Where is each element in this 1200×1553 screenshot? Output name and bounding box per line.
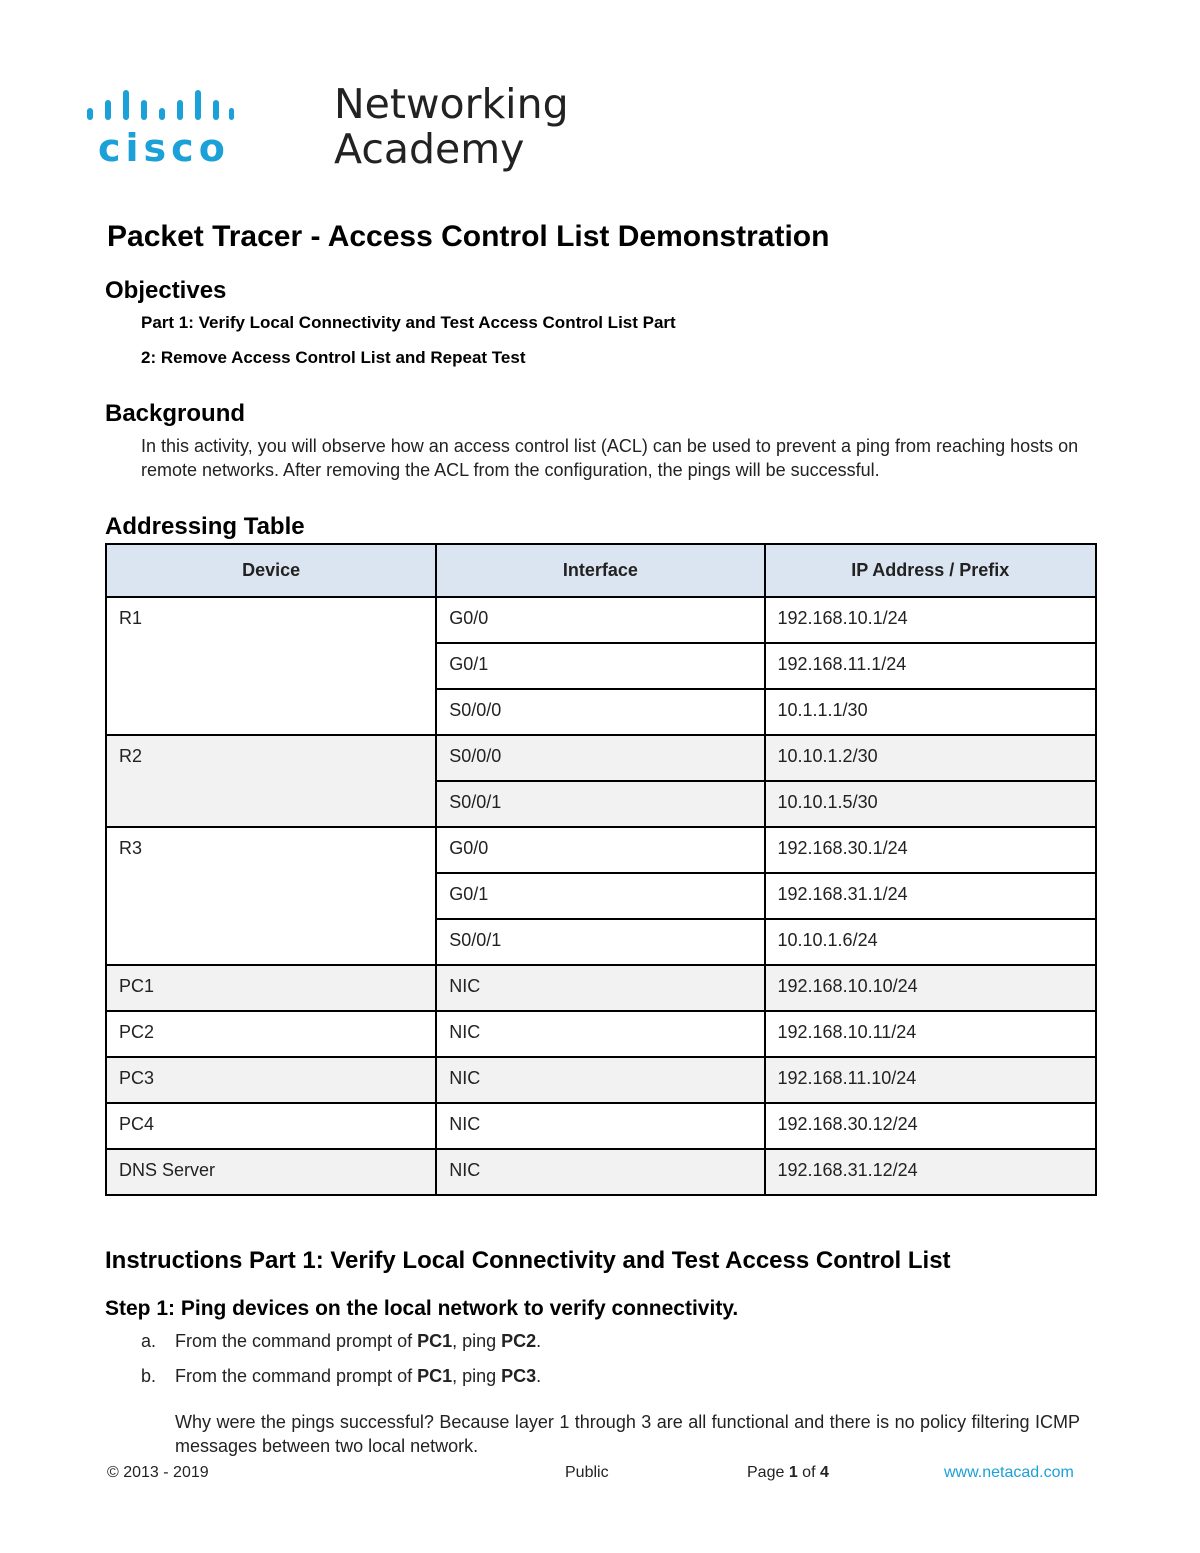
- page-total: 4: [819, 1464, 829, 1481]
- cell-ip: 10.10.1.6/24: [765, 919, 1097, 965]
- cell-interface: NIC: [436, 1103, 764, 1149]
- cisco-networking-academy-logo: [84, 80, 569, 181]
- cell-ip: 192.168.11.1/24: [765, 643, 1097, 689]
- addressing-table-heading: Addressing Table: [105, 513, 305, 540]
- cell-ip: 10.10.1.5/30: [765, 781, 1097, 827]
- item-bold: PC1: [417, 1366, 453, 1386]
- table-row: [106, 597, 1096, 643]
- cell-device: PC1: [106, 965, 436, 1011]
- list-item: [141, 1331, 541, 1352]
- list-item: [141, 1366, 541, 1387]
- list-label: b.: [141, 1366, 157, 1386]
- cell-interface: NIC: [436, 1057, 764, 1103]
- cell-interface: S0/0/1: [436, 781, 764, 827]
- cell-device: R1: [106, 597, 436, 735]
- cell-interface: G0/1: [436, 643, 764, 689]
- answer-text: Why were the pings successful? Because layer 1 through 3 are all functional and there is no policy filtering ICMP messages between two local network.: [175, 1412, 1080, 1456]
- item-text: .: [536, 1331, 542, 1351]
- footer-url-link[interactable]: www.netacad.com: [944, 1464, 1074, 1481]
- cell-interface: S0/0/0: [436, 735, 764, 781]
- cell-device: DNS Server: [106, 1149, 436, 1195]
- table-row: [106, 1103, 1096, 1149]
- cell-device: R2: [106, 735, 436, 827]
- item-bold: PC1: [417, 1331, 453, 1351]
- addressing-table: [105, 543, 1097, 1196]
- cell-interface: G0/1: [436, 873, 764, 919]
- logo-academy: Academy: [334, 125, 525, 173]
- cell-device: PC4: [106, 1103, 436, 1149]
- footer-copyright: © 2013 - 2019: [107, 1464, 209, 1481]
- table-row: [106, 827, 1096, 873]
- cell-interface: NIC: [436, 965, 764, 1011]
- cell-interface: G0/0: [436, 827, 764, 873]
- page-current: 1: [788, 1464, 798, 1481]
- cell-ip: 10.10.1.2/30: [765, 735, 1097, 781]
- cisco-wordmark: cisco: [98, 126, 230, 170]
- objectives-heading: Objectives: [105, 277, 227, 304]
- table-row: [106, 1149, 1096, 1195]
- table-row: [106, 1011, 1096, 1057]
- cisco-bars-icon: [84, 86, 234, 126]
- cell-device: PC2: [106, 1011, 436, 1057]
- cell-ip: 192.168.10.11/24: [765, 1011, 1097, 1057]
- page-of: of: [797, 1464, 820, 1481]
- cell-ip: 192.168.11.10/24: [765, 1057, 1097, 1103]
- logo-networking: Networking: [334, 80, 569, 128]
- cell-interface: NIC: [436, 1011, 764, 1057]
- cell-interface: S0/0/1: [436, 919, 764, 965]
- item-text: , ping: [452, 1331, 502, 1351]
- list-label: a.: [141, 1331, 157, 1351]
- cell-interface: S0/0/0: [436, 689, 764, 735]
- objective-line-1: Part 1: Verify Local Connectivity and Test Access Control List Part: [141, 313, 676, 332]
- objective-line-2: 2: Remove Access Control List and Repeat Test: [141, 348, 526, 367]
- column-header-interface: Interface: [436, 544, 764, 597]
- cell-ip: 192.168.10.1/24: [765, 597, 1097, 643]
- background-text: In this activity, you will observe how an access control list (ACL) can be used to prevent a ping from reaching hosts on remote networks. After removing the ACL from the configuration, the pings will be successful.: [141, 436, 1079, 480]
- cell-interface: NIC: [436, 1149, 764, 1195]
- item-bold: PC3: [501, 1366, 537, 1386]
- footer-classification: Public: [565, 1464, 609, 1481]
- item-text: From the command prompt of: [175, 1331, 418, 1351]
- cell-device: PC3: [106, 1057, 436, 1103]
- cell-ip: 192.168.31.1/24: [765, 873, 1097, 919]
- cell-device: R3: [106, 827, 436, 965]
- cell-ip: 10.1.1.1/30: [765, 689, 1097, 735]
- table-row: [106, 965, 1096, 1011]
- item-bold: PC2: [501, 1331, 537, 1351]
- item-text: From the command prompt of: [175, 1366, 418, 1386]
- instructions-heading: Instructions Part 1: Verify Local Connectivity and Test Access Control List: [105, 1247, 951, 1274]
- table-row: [106, 735, 1096, 781]
- cell-ip: 192.168.10.10/24: [765, 965, 1097, 1011]
- cell-ip: 192.168.30.12/24: [765, 1103, 1097, 1149]
- cell-ip: 192.168.31.12/24: [765, 1149, 1097, 1195]
- background-heading: Background: [105, 400, 246, 427]
- cell-ip: 192.168.30.1/24: [765, 827, 1097, 873]
- step-1-heading: Step 1: Ping devices on the local network to verify connectivity.: [105, 1297, 739, 1320]
- item-text: , ping: [452, 1366, 502, 1386]
- page-title: Packet Tracer - Access Control List Demonstration: [107, 220, 830, 253]
- cell-interface: G0/0: [436, 597, 764, 643]
- table-row: [106, 1057, 1096, 1103]
- page-prefix: Page: [747, 1464, 789, 1481]
- column-header-ip: IP Address / Prefix: [765, 544, 1097, 597]
- item-text: .: [536, 1366, 542, 1386]
- footer-page-number: [747, 1464, 829, 1482]
- column-header-device: Device: [106, 544, 436, 597]
- table-header-row: [106, 544, 1096, 597]
